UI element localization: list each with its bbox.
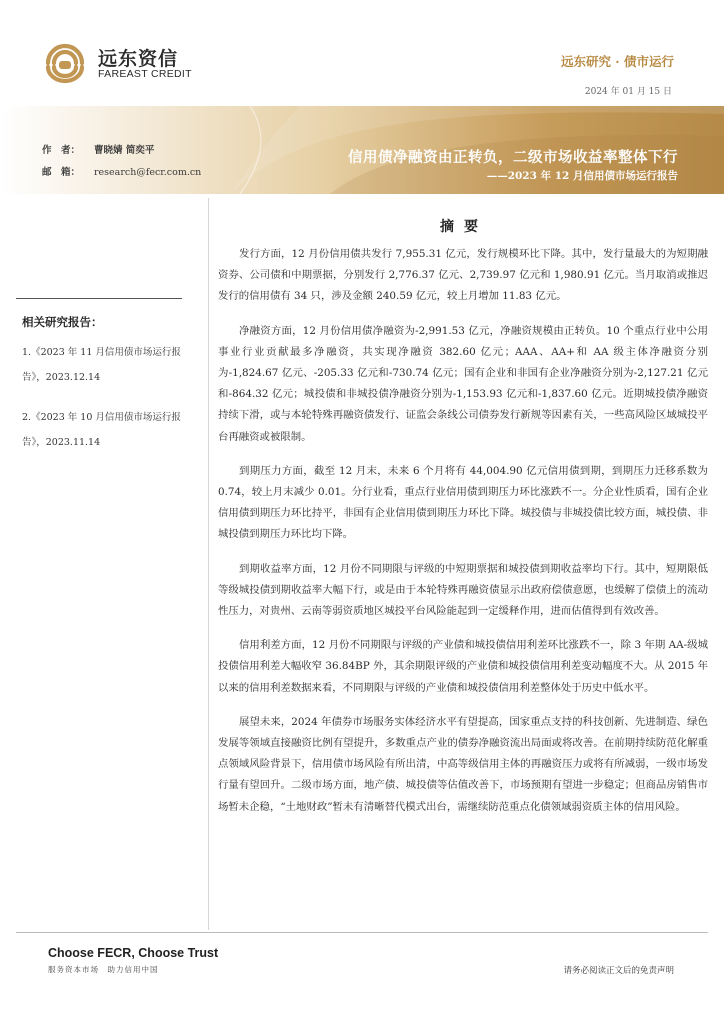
footer-divider (16, 932, 708, 933)
fareast-logo-icon (42, 40, 88, 84)
related-report-item[interactable]: 2.《2023 年 10 月信用债市场运行报告》，2023.11.14 (22, 412, 181, 448)
related-report-item[interactable]: 1.《2023 年 11 月信用债市场运行报告》，2023.12.14 (22, 347, 181, 383)
report-title: 信用债净融资由正转负，二级市场收益率整体下行 (348, 149, 678, 166)
abstract-paragraph-issuance: 发行方面，12 月份信用债共发行 7,955.31 亿元，发行规模环比下降。其中，发行量最大的为短期融资券、公司债和中期票据，分别发行 2,776.37 亿元、2,739.97 亿元和 1,980.91 亿元。当月取消或推迟发行的信用债有 34 只，涉及金额 240.59 亿元，较上月增加 11.83 亿元。 (218, 248, 708, 303)
abstract-title: 摘要 (440, 219, 488, 235)
abstract-paragraph-maturity-pressure: 到期压力方面，截至 12 月末，未来 6 个月将有 44,004.90 亿元信用债到期，到期压力迁移系数为 0.74，较上月末减少 0.01。分行业看，重点行业信用债到期压力环比涨跌不一。分企业性质看，国有企业信用债到期压力环比持平，非国有企业信用债到期压力环比下降。城投债与非城投债比较方面，城投债、非城投债到期压力环比均下降。 (218, 464, 708, 541)
logo-chinese-name: 远东资信 (98, 48, 179, 70)
related-reports-heading: 相关研究报告： (22, 315, 103, 329)
abstract-paragraph-net-financing: 净融资方面，12 月份信用债净融资为-2,991.53 亿元，净融资规模由正转负。10 个重点行业中公用事业行业贡献最多净融资，共实现净融资 382.60 亿元；AAA、AA+和 AA 级主体净融资分别为-1,824.67 亿元、-205.33 亿元和-730.74 亿元；国有企业和非国有企业净融资分别为-2,127.21 亿元和-864.32 亿元；城投债和非城投债净融资分别为-1,153.93 亿元和-1,837.60 亿元。近期城投债净融资持续下滑，或与本轮特殊再融资债发行、证监会条线公司债券发行新规等因素有关，一些高风险区域城投平台再融资或被限制。 (218, 324, 708, 443)
report-date: 2024 年 01 月 15 日 (584, 87, 672, 97)
column-divider (208, 198, 209, 930)
report-subtitle: ——2023 年 12 月信用债市场运行报告 (486, 170, 678, 182)
report-series: 远东研究 · 债市运行 (560, 54, 674, 69)
related-reports-list (22, 340, 192, 470)
email-line (42, 164, 201, 178)
disclaimer-note: 请务必阅读正文后的免责声明 (563, 966, 674, 976)
logo-english-name: FAREAST CREDIT (98, 68, 192, 80)
author-email[interactable]: research@fecr.com.cn (94, 167, 202, 178)
abstract-paragraph-yield: 到期收益率方面，12 月份不同期限与评级的中短期票据和城投债到期收益率均下行。其中，短期限低等级城投债到期收益率大幅下行，或是由于本轮特殊再融资债显示出政府偿债意愿，也缓解了偿债上的流动性压力，对贵州、云南等弱资质地区城投平台风险能起到一定缓释作用，进而估值得到有效改善。 (218, 562, 708, 618)
abstract-paragraph-outlook: 展望未来，2024 年债券市场服务实体经济水平有望提高，国家重点支持的科技创新、先进制造、绿色发展等领域直接融资比例有望提升，多数重点产业的债券净融资流出局面或将改善。在前期持续防范化解重点领域风险背景下，信用债市场风险有所出清，中高等级信用主体的再融资压力或将有所减弱，一级市场发行量有望回升。二级市场方面，地产债、城投债等估值改善下，市场预期有望进一步稳定；但商品房销售市场暂未企稳，“土地财政”暂未有清晰替代模式出台，需继续防范重点化债领域弱资质主体的信用风险。 (218, 715, 708, 813)
footer-slogan-chinese: 服务资本市场 助力信用中国 (48, 965, 159, 974)
email-label: 邮 箱： (42, 167, 81, 178)
footer-slogan-english: Choose FECR, Choose Trust (48, 946, 219, 960)
author-line (42, 142, 168, 156)
author-label: 作 者： (42, 145, 81, 156)
sidebar-divider (16, 298, 182, 299)
title-banner (0, 106, 724, 194)
company-logo (42, 40, 222, 84)
abstract-body (218, 244, 708, 831)
abstract-paragraph-credit-spread: 信用利差方面，12 月份不同期限与评级的产业债和城投债信用利差环比涨跌不一，除 3 年期 AA-级城投债信用利差大幅收窄 36.84BP 外，其余期限评级的产业债和城投债信用利差变动幅度不大。从 2015 年以来的信用利差数据来看，不同期限与评级的产业债和城投债信用利差整体处于历史中低水平。 (218, 639, 708, 694)
author-names: 曹晓婧 简奕平 (94, 145, 155, 156)
